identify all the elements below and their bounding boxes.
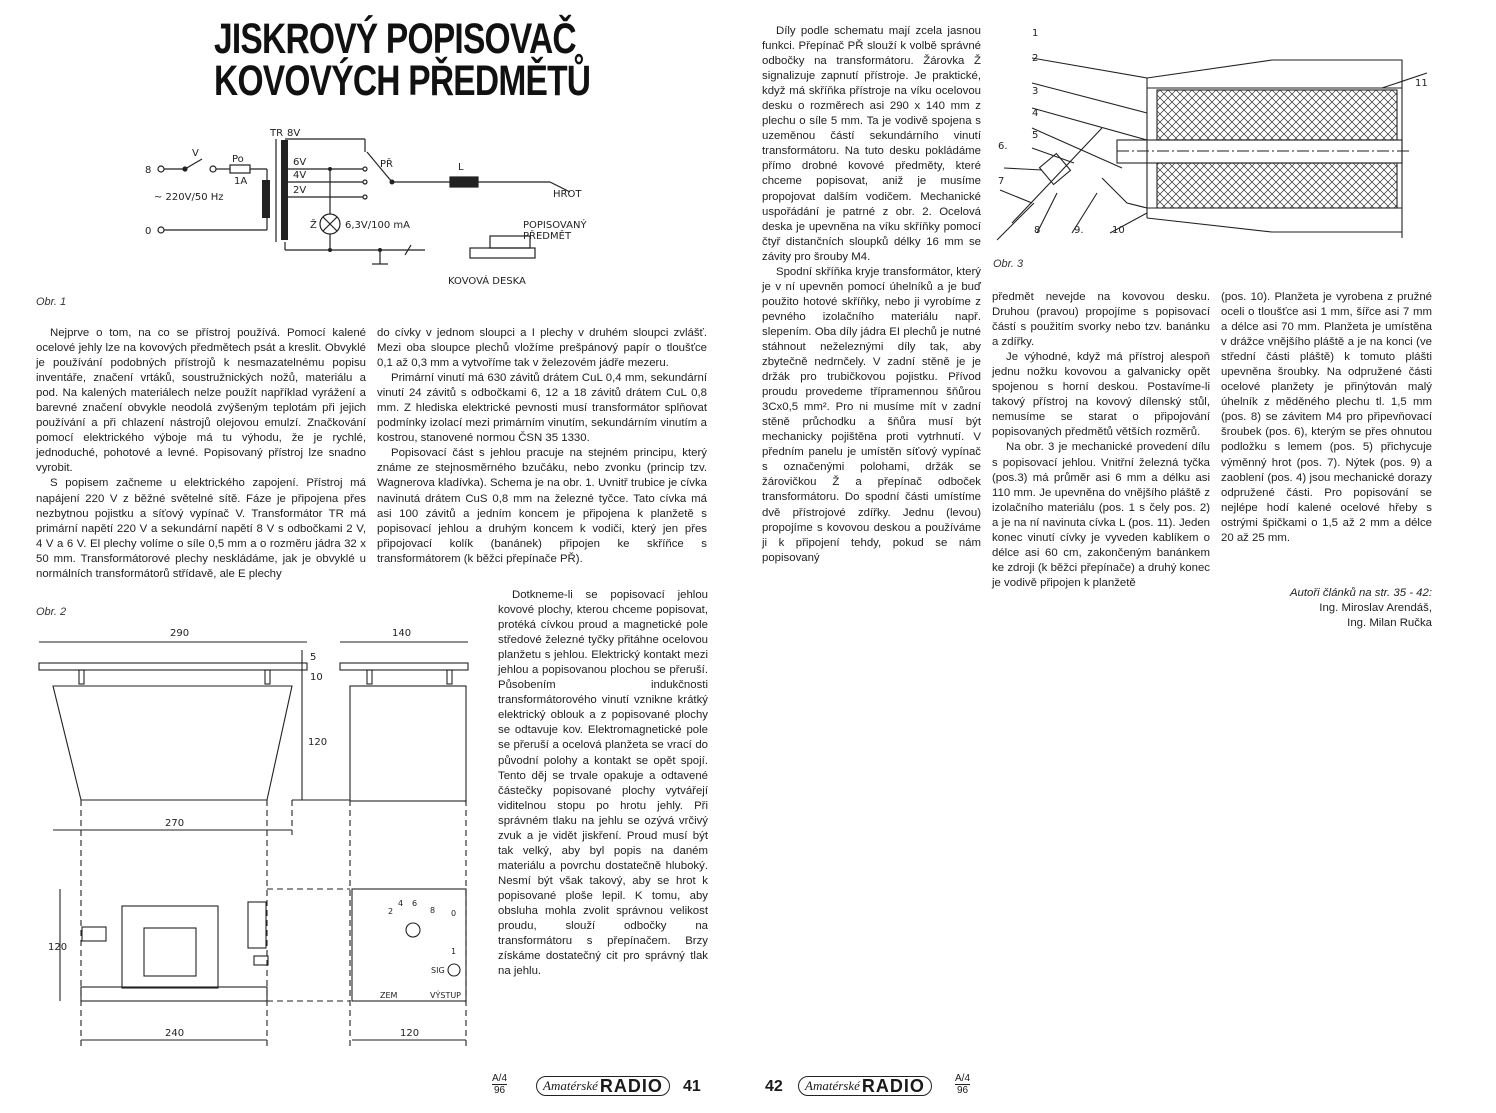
figure-2-caption: Obr. 2: [36, 606, 67, 618]
page-number-left: 41: [683, 1078, 701, 1095]
dim-side-width: 140: [392, 628, 412, 639]
paragraph: předmět nevejde na kovovou desku. Druhou (pravou) propojíme s popisovací částí s použitím svorky nebo tzv. banánku a zdířky.: [992, 291, 1210, 349]
figure-1-schematic: [140, 122, 590, 292]
label-sig: SIG: [431, 966, 445, 975]
paragraph: Primární vinutí má 630 závitů drátem CuL 0,4 mm, sekundární vinutí 24 závitů s odbočkami 6, 12 a 18 závitů drátem CuL 0,8 mm. Z hlediska elektrické pevnosti musí transformátor splňovat podmínky izolací mezi primárním vinutím, sekundárním vinutím a kostrou, stanovené normou ČSN 35 1330.: [377, 372, 707, 445]
logo-radio: RADIO: [861, 1075, 925, 1096]
pos-3: 3: [1032, 86, 1039, 97]
authors-block: [1221, 586, 1432, 631]
dim-side-bottom: 120: [400, 1028, 420, 1039]
dim-top-width: 290: [170, 628, 190, 639]
pos-2: 2: [1032, 53, 1039, 64]
label-fuse-rating: 1A: [234, 176, 248, 187]
logo-script: Amatérské: [805, 1078, 860, 1093]
paragraph: Díly podle schematu mají zcela jasnou funkci. Přepínač PŘ slouží k volbě správné odbočky na transformátoru. Žárovka Ž signalizuje zapnutí přístroje. Je praktické, když má skříňka přístroje na víku ocelovou desku o rozměrech asi 290 x 140 mm z plechu o síle 5 mm. Ta je vodivě spojena s uzeměnou částí sekundárního vinutí transformátoru. Na tuto desku pokládáme přímo drobné kovové předměty, které chceme popisovat, aniž je musíme propojovat dalším vodičem. Mechanické uspořádání je patrné z obr. 2. Ocelová deska je upevněna na víku skříňky pomocí čtyř distančních sloupků délky 16 mm se závity pro šrouby M4.: [762, 25, 981, 263]
label-selector: PŘ: [380, 159, 393, 170]
logo-radio: RADIO: [599, 1075, 663, 1096]
text-column-4: [992, 290, 1210, 591]
title-line-2: KOVOVÝCH PŘEDMĚTŮ: [214, 57, 591, 105]
dim-bottom-width: 240: [165, 1028, 185, 1039]
text-column-3: [762, 24, 981, 566]
figure-3-drawing: [992, 18, 1442, 258]
issue-badge-right: [955, 1073, 970, 1096]
label-input-8: 8: [145, 165, 152, 176]
label-zem: ZEM: [380, 991, 398, 1000]
scale-4: 4: [398, 899, 404, 908]
paragraph: Dotkneme-li se popisovací jehlou kovové plochy, kterou chceme popisovat, protéká cívkou proud a magnetické pole středové železné tyčky přitáhne ocelovou planžetu s jehlou. Elektrický kontakt mezi jehlou a popisovanou plochou se přeruší. Působením indukčnosti transformátorového vinutí vznikne krátký elektrický oblouk a z popisované plochy se odtavuje kov. Elektromagnetické pole se přeruší a ocelová planžeta se vrací do původní polohy a kontakt se opět spojí. Tento děj se trvale opakuje a odtavené částečky popisované plochy vytvářejí viditelnou stopu po hrotu jehly. Při správném tlaku na jehlu se ozývá vrčivý zvuk a je vidět jiskření. Proud musí být tak velký, aby byl popis na daném materiálu a povrchu dostatečně hluboký. Nesmí být však takový, aby se hrot k popisované ploše lepil. K tomu, aby obsluha mohla zvolit správnou velikost proudu, slouží odbočky na transformátoru s přepínačem. Brzy získáme dostatečný cit pro správný tlak na jehlu.: [498, 589, 708, 978]
pos-1: 1: [1032, 28, 1039, 39]
dim-standoff: 10: [310, 672, 323, 683]
label-mains: ~ 220V/50 Hz: [154, 192, 224, 203]
dim-base-width: 270: [165, 818, 185, 829]
label-lamp-rating: 6,3V/100 mA: [345, 220, 410, 231]
issue-year: 96: [493, 1085, 506, 1096]
text-column-2b: [498, 588, 708, 979]
logo-script: Amatérské: [543, 1078, 598, 1093]
switch-1: 1: [451, 947, 457, 956]
author-2: Ing. Milan Ručka: [1347, 617, 1432, 629]
pos-11: 11: [1415, 78, 1428, 89]
pos-10: 10: [1112, 225, 1125, 236]
article-title: [214, 15, 591, 105]
pos-4: 4: [1032, 108, 1039, 119]
label-8v: 8V: [287, 128, 301, 139]
figure-1-caption: Obr. 1: [36, 296, 67, 308]
text-column-1: [36, 326, 366, 582]
switch-0: 0: [451, 909, 457, 918]
pos-6: 6.: [998, 141, 1008, 152]
label-coil: L: [458, 162, 464, 173]
paragraph: Je výhodné, když má přístroj alespoň jednu nožku kovovou a galvanicky opět spojenou s horní deskou. Postavíme-li takový přístroj na kovový dílenský stůl, nemusíme se starat o připojování popisovaných předmětů větších rozměrů.: [992, 351, 1210, 439]
label-switch-v: V: [192, 148, 199, 159]
pos-8: 8: [1034, 225, 1041, 236]
figure-3-caption: Obr. 3: [993, 258, 1024, 270]
scale-6: 6: [412, 899, 418, 908]
paragraph: S popisem začneme u elektrického zapojení. Přístroj má napájení 220 V z běžné světelné sítě. Fáze je připojena přes nezbytnou pojistku a síťový vypínač V. Transformátor TR má primární napětí 220 V a sekundární napětí 8 V s odbočkami 2 V, 4 V a 6 V. El plechy volíme o síle 0,5 mm a o rozměru jádra 32 x 50 mm. Transformátorové plechy neskládáme, jak je obvyklé u normálních transformátorů střídavě, ale E plechy: [36, 477, 366, 580]
issue-year: 96: [956, 1085, 969, 1096]
label-lamp: Ž: [310, 220, 317, 231]
authors-intro: Autoři článků na str. 35 - 42:: [1289, 587, 1432, 599]
dim-box-height: 120: [308, 737, 328, 748]
paragraph: Nejprve o tom, na co se přístroj používá. Pomocí kalené ocelové jehly lze na kovových předmětech psát a kreslit. Obvyklé je používání podobných přístrojů k nesmazatelnému popisu inventáře, značení vrtáků, soustružnických nožů, materiálu a pod. Na kalených materiálech nelze použít například vyrážení a barevné značení obvykle neodolá zvýšeným teplotám při jejich používání a při chlazení nástrojů olejovou emulzí. Značkování pomocí elektrického výboje má tu výhodu, že je rychlé, jednoduché, pohotové a levné. Popisovaný přístroj lze snadno vyrobit.: [36, 327, 366, 475]
issue-number: A/4: [955, 1073, 971, 1084]
paragraph: do cívky v jednom sloupci a I plechy v druhém sloupci zvlášť. Mezi oba sloupce plechů vložíme prešpánový papír o tloušťce 0,1 až 0,3 mm a vytvoříme tak v železovém jádře mezeru.: [377, 327, 707, 370]
label-object-1: POPISOVANÝ: [523, 220, 587, 231]
paragraph: Popisovací část s jehlou pracuje na stejném principu, který známe ze stejnosměrného bzučáku, nebo zvonku (princip tzv. Wagnerova kladívka). Schema je na obr. 1. Uvnitř trubice je cívka navinutá drátem CuS 0,8 mm na železné tyčce. Tato cívka má asi 100 závitů a jedním koncem je připojena k planžetě s popisovací jehlou a druhým koncem k vodiči, který jen přes připojovací kolík (banánek) připojen ke skříňce s transformátorem (k běžci přepínače PŘ).: [377, 447, 707, 565]
text-column-5: [1221, 290, 1432, 546]
pos-5: 5: [1032, 130, 1039, 141]
pos-9: 9.: [1074, 225, 1084, 236]
label-tip: HROT: [553, 189, 582, 200]
author-1: Ing. Miroslav Arendáš,: [1319, 602, 1432, 614]
paragraph: (pos. 10). Planžeta je vyrobena z pružné oceli o tloušťce asi 1 mm, šířce asi 7 mm a délce asi 70 mm. Planžeta je umístěna v drážce vnějšího pláště a je na konci (ve střední části pláště) k tomuto plášti upevněna šroubky. Na odpružené části ocelové planžety je přinýtován malý úhelník z měděného plechu tl. 1,5 mm (pos. 8) se závitem M4 pro připevňovací šroubek (pos. 6), kterým se přes ohnutou podložku s lemem (pos. 5) přichycuje výměnný hrot (pos. 7). Nýtek (pos. 9) a zaoblení (pos. 4) jsou mechanické dorazy odpružené části. Pro popisování se nejlépe hodí kalené ocelové hřeby s ostrými špičkami o 1,5 až 2 mm a délce 20 až 25 mm.: [1221, 291, 1432, 544]
magazine-logo-right: [798, 1076, 932, 1096]
title-line-1: JISKROVÝ POPISOVAČ: [214, 15, 576, 63]
dim-front-height: 120: [48, 942, 68, 953]
pos-7: 7: [998, 176, 1005, 187]
label-fuse: Po: [232, 154, 244, 165]
page-number-right: 42: [765, 1078, 783, 1095]
text-column-2: [377, 326, 707, 567]
label-4v: 4V: [293, 170, 307, 181]
magazine-logo-left: [536, 1076, 670, 1096]
issue-number: A/4: [492, 1073, 508, 1084]
paragraph: Na obr. 3 je mechanické provedení dílu s popisovací jehlou. Vnitřní železná tyčka (pos.3) má průměr asi 6 mm a délku asi 110 mm. Je upevněna do vnějšího pláště z izolačního materiálu (pos. 1 s čely pos. 2) a je na ní navinuta cívka L (pos. 11). Jeden konec vinutí cívky je vyveden kablíkem o délce asi 60 cm, zakončeným banánkem ke zdroji (k běžci přepínače) a druhý konec je vodivě připojen k planžetě: [992, 441, 1210, 589]
issue-badge-left: [492, 1073, 507, 1096]
label-vystup: VÝSTUP: [430, 991, 462, 1000]
figure-2-drawing: [20, 620, 490, 1050]
label-object-2: PŘEDMĚT: [523, 231, 572, 242]
scale-8: 8: [430, 906, 436, 915]
label-input-0: 0: [145, 226, 152, 237]
paragraph: Spodní skříňka kryje transformátor, který je v ní upevněn pomocí úhelníků a je buď použito hotové skříňky, nebo ji vyrobíme z pevného izolačního materiálu např. slepením. Oba díly jádra EI plechů je nutné stáhnout neželeznými díly tak, aby zbytečně nedrnčely. V zadní stěně je je držák pro trubičkovou pojistku. Přívod proudu provedeme třípramennou šňůrou 3Cx0,5 mm². Pro ni musíme mít v zadní stěně průchodku a šňůra musí být mechanicky pojištěna proti vytrhnutí. V předním panelu je umístěn síťový vypínač s označenými polohami, držák se žárovičkou Ž a přepínač odboček transformátoru. Do spodní části umístíme dvě přístrojové zdířky. Jednu (levou) propojíme s kovovou deskou a používáme ji k připojení tehdy, pokud se nám popisovaný: [762, 265, 981, 564]
dim-plate-thickness: 5: [310, 652, 317, 663]
scale-2: 2: [388, 907, 394, 916]
label-6v: 6V: [293, 157, 307, 168]
label-tr: TR: [270, 128, 284, 139]
label-2v: 2V: [293, 185, 307, 196]
label-plate: KOVOVÁ DESKA: [448, 276, 526, 287]
